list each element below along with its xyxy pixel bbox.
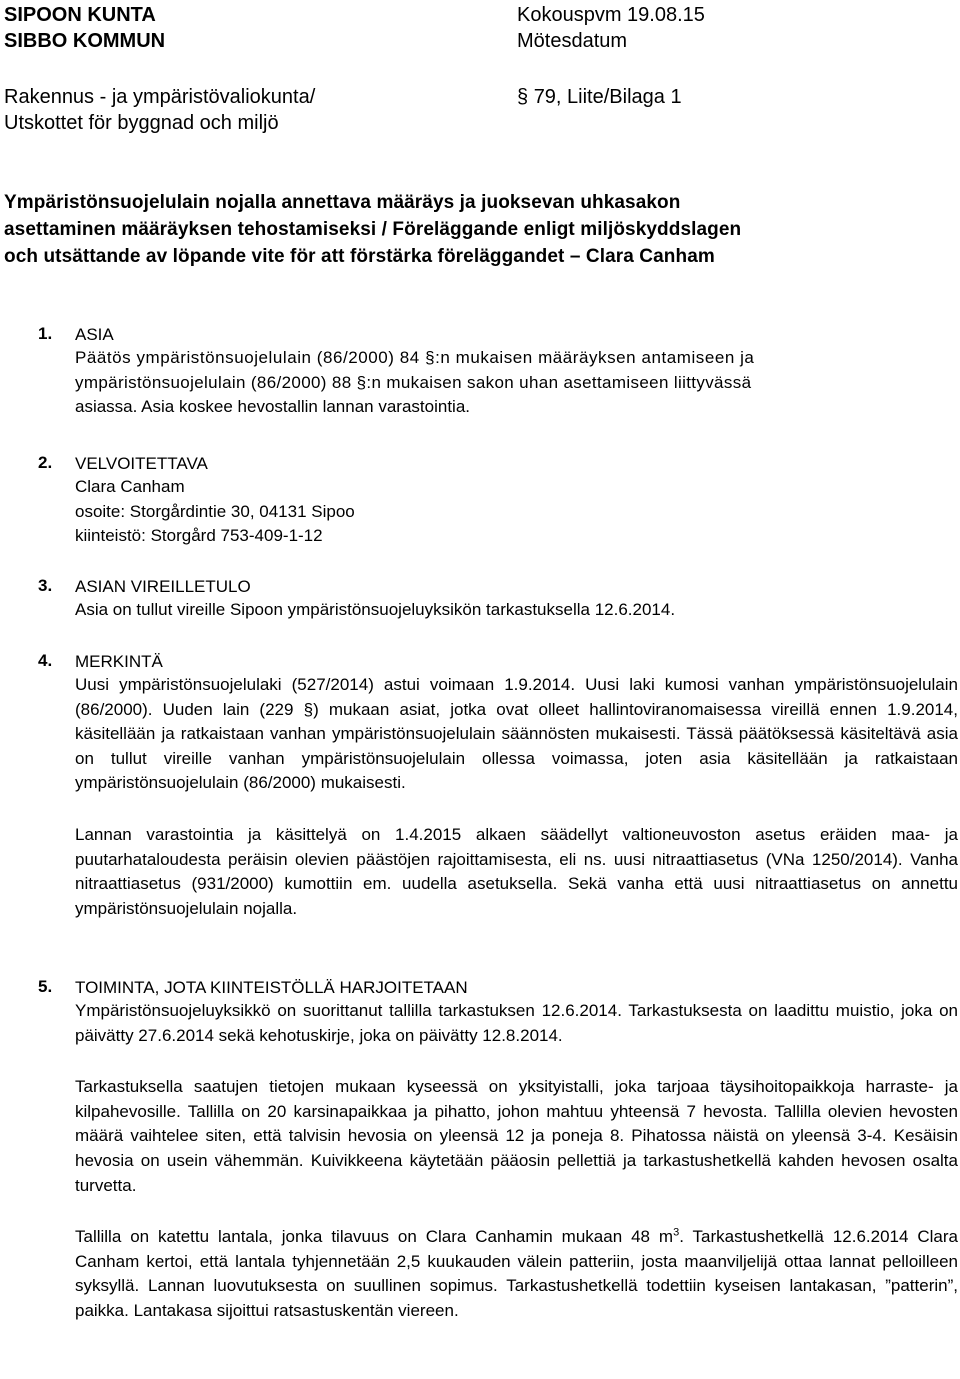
body-paragraph [75, 1225, 958, 1323]
section-toiminta [75, 977, 958, 1324]
section-merkinta [75, 651, 958, 921]
municipality-fi: SIPOON KUNTA [4, 4, 156, 26]
section-vireilletulo [75, 576, 958, 623]
section-heading: TOIMINTA, JOTA KIINTEISTÖLLÄ HARJOITETAAN [75, 978, 468, 997]
section-number: 4. [38, 651, 53, 670]
municipality-sv: SIBBO KOMMUN [4, 30, 166, 52]
obligated-name: Clara Canham [75, 477, 185, 496]
body-paragraph: Ympäristönsuojeluyksikkö on suorittanut tallilla tarkastuksen 12.6.2014. Tarkastuksesta on laadittu muistio, joka on päivätty 27.6.2014 sekä kehotuskirje, joka on päivätty 12.8.2014. [75, 1001, 958, 1045]
superscript: 3 [673, 1226, 680, 1239]
section-sign: § [517, 86, 529, 108]
section-heading: ASIAN VIREILLETULO [75, 577, 251, 596]
committee-sv: Utskottet för byggnad och miljö [4, 112, 279, 134]
section-velvoitettava [75, 453, 958, 549]
section-heading: VELVOITETTAVA [75, 454, 208, 473]
title-line: Ympäristönsuojelulain nojalla annettava määräys ja juoksevan uhkasakon [4, 192, 681, 213]
section-number: 3. [38, 576, 53, 595]
section-number: 5. [38, 977, 53, 996]
title-line: och utsättande av löpande vite för att förstärka föreläggandet – Clara Canham [4, 246, 715, 267]
section-number: 2. [38, 453, 53, 472]
obligated-address: osoite: Storgårdintie 30, 04131 Sipoo [75, 501, 355, 521]
section-sign: § [425, 348, 436, 367]
title-line: asettaminen määräyksen tehostamiseksi / Föreläggande enligt miljöskyddslagen [4, 219, 742, 240]
section-sign: § [356, 372, 367, 392]
body-paragraph: Tarkastuksella saatujen tietojen mukaan kyseessä on yksityistalli, joka tarjoaa täysihoitopaikkoja harraste- ja kilpahevosille. Tallilla on 20 karsinapaikkaa ja pihatto, johon mahtuu yhteensä 7 hevosta. Tallilla olevien hevosten määrä vaihtelee siten, että talvisin hevosia on yleensä 12 ja poneja 8. Pihatossa näistä on yleensä 3-4. Kesäisin hevosia on usein vähemmän. Kuivikkeena käytetään pääosin pellettiä ja tarkastushetkellä kahden hevosen osalta turvetta. [75, 1077, 958, 1195]
section-reference [517, 84, 682, 110]
body-line: asiassa. Asia koskee hevostallin lannan varastointia. [75, 397, 471, 417]
body-line: Päätös ympäristönsuojelulain (86/2000) 84 §:n mukaisen määräyksen antamiseen ja [75, 348, 755, 367]
body-paragraph: Uusi ympäristönsuojelulaki (527/2014) astui voimaan 1.9.2014. Uusi laki kumosi vanhan ympäristönsuojelulain (86/2000). Uuden lain (229 §) mukaan asiat, jotka ovat olleet hallintoviranomaisessa vireillä ennen 1.9.2014, käsitellään ja ratkaistaan vanhan ympäristönsuojelulain säännösten mukaisesti. Tässä päätöksessä käsiteltävä asia on tullut vireille vanhan ympäristönsuojelulain ollessa voimassa, joten asia käsitellään ja ratkaistaan ympäristönsuojelulain (86/2000) mukaisesti. [75, 675, 958, 793]
section-heading: MERKINTÄ [75, 652, 163, 671]
body-line: ympäristönsuojelulain (86/2000) 88 §:n mukaisen sakon uhan asettamiseen liittyvässä [75, 372, 752, 392]
document-title [4, 189, 954, 270]
body-text: . Tarkastushetkellä 12.6.2014 Clara Canham kertoi, että lantala tyhjennetään 2,5 kuukauden välein patteriin, josta maanviljelijä ottaa lannat pelloilleen syksyllä. Lannan luovutuksesta on suullinen sopimus. Tarkastushetkellä todettiin kyseisen lantakasan, ”patterin”, paikka. Lantakasa sijoittui ratsastuskentän viereen. [75, 1227, 958, 1320]
section-number: 1. [38, 324, 53, 343]
section-sign: § [303, 699, 314, 719]
obligated-property: kiinteistö: Storgård 753-409-1-12 [75, 526, 323, 546]
section-ref-text: 79, Liite/Bilaga 1 [533, 86, 682, 108]
body-line: Asia on tullut vireille Sipoon ympäristönsuojeluyksikön tarkastuksella 12.6.2014. [75, 600, 676, 619]
body-paragraph: Lannan varastointia ja käsittelyä on 1.4.2015 alkaen säädellyt valtioneuvoston asetus eräiden maa- ja puutarhataloudesta peräisin olevien päästöjen rajoittamisesta, eli ns. uusi nitraattiasetus (VNa 1250/2014). Vanha nitraattiasetus (931/2000) kumottiin em. uudella asetuksella. Sekä vanha että uusi nitraattiasetus on annettu ympäristönsuojelulain nojalla. [75, 824, 958, 918]
meeting-date-fi: Kokouspvm 19.08.15 [517, 4, 705, 26]
body-text: Tallilla on katettu lantala, jonka tilavuus on Clara Canhamin mukaan 48 m [75, 1227, 674, 1247]
committee-fi: Rakennus - ja ympäristövaliokunta/ [4, 86, 316, 108]
section-heading: ASIA [75, 325, 114, 344]
meeting-date-sv: Mötesdatum [517, 30, 628, 52]
section-asia [75, 324, 958, 420]
